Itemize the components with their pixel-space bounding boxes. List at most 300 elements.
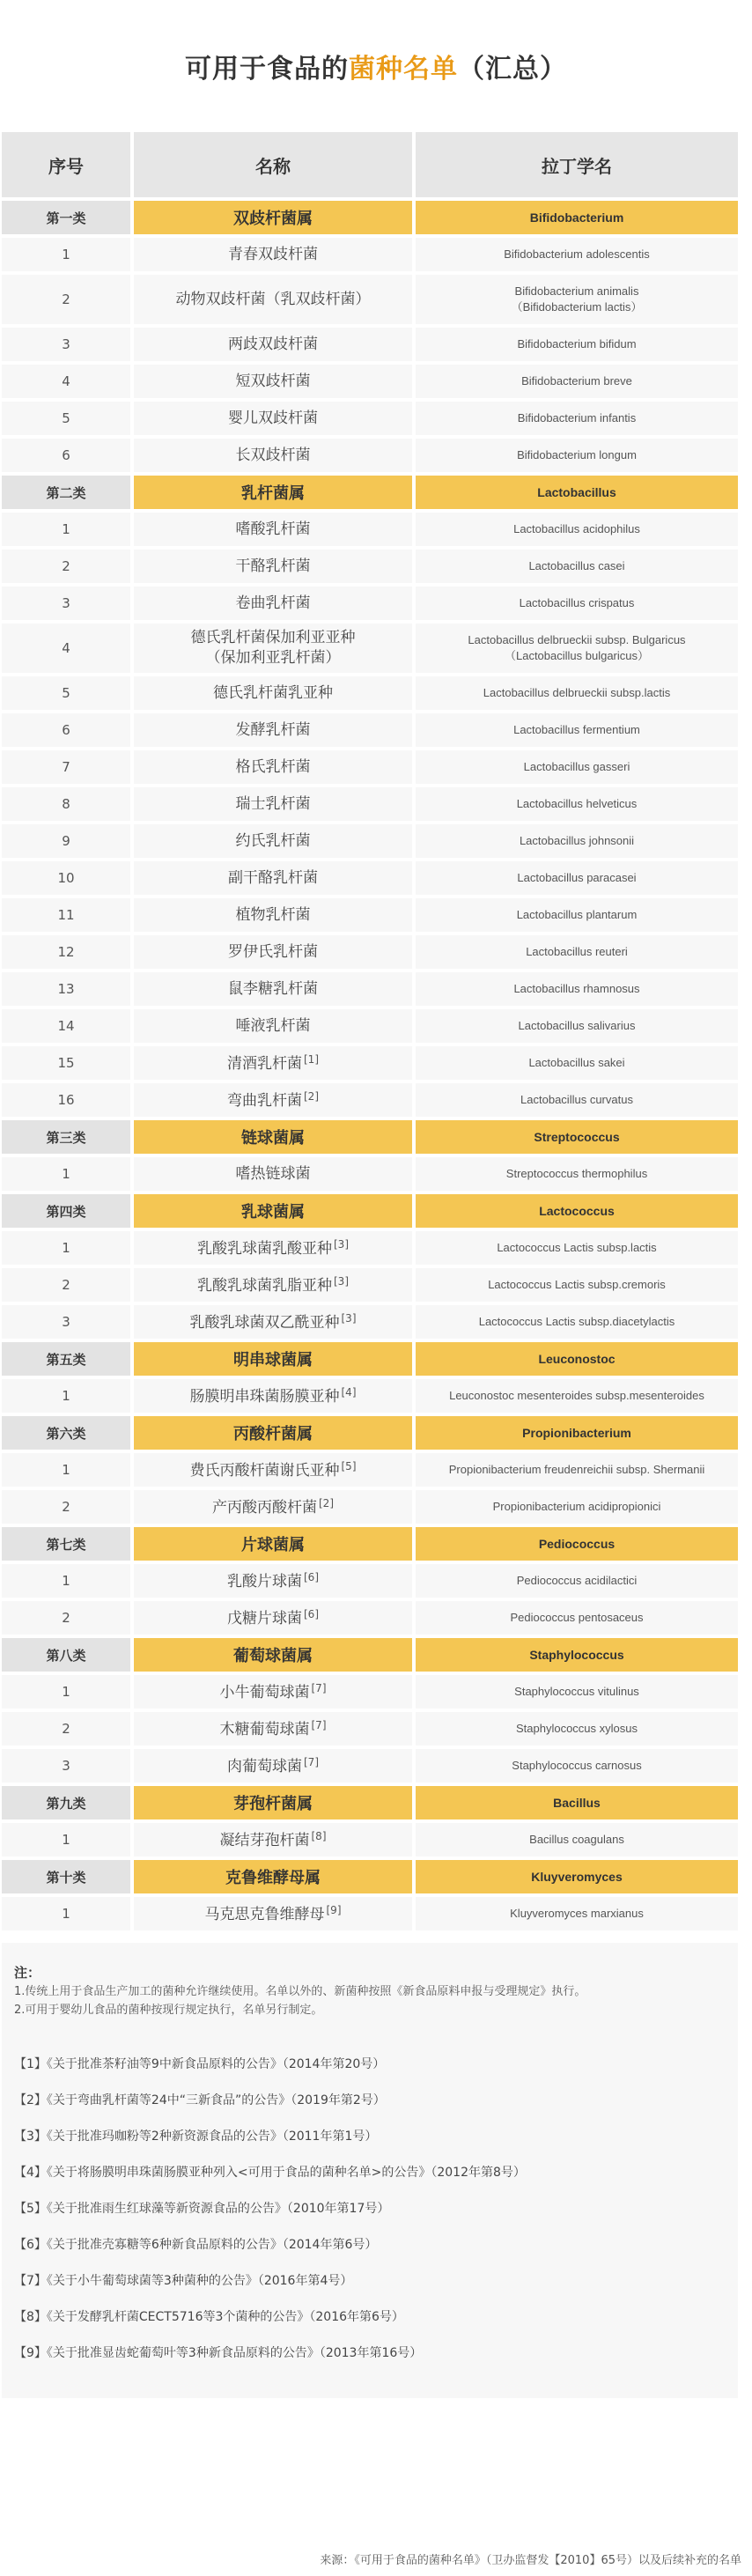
strain-latin (414, 1599, 738, 1636)
strain-latin (414, 437, 738, 474)
strain-name-text: 乳酸乳球菌双乙酰亚种 (189, 1313, 340, 1332)
row-number-text: 1 (62, 1240, 70, 1256)
strain-latin-text: Lactococcus Lactis subsp.cremoris (488, 1278, 666, 1292)
table-row (2, 1155, 738, 1192)
strain-name-text: 肠膜明串珠菌肠膜亚种 (189, 1387, 340, 1406)
table-row (2, 437, 738, 474)
strain-name-text: 约氏乳杆菌 (235, 831, 311, 850)
row-number-text: 2 (62, 1499, 70, 1515)
row-number-text: 8 (62, 796, 70, 812)
strain-name-text: 发酵乳杆菌 (235, 720, 311, 739)
reference-marker: [7] (311, 1718, 327, 1731)
strain-latin (414, 934, 738, 971)
strain-name (132, 273, 414, 326)
row-number (2, 897, 132, 934)
row-number (2, 749, 132, 786)
strain-name (132, 622, 414, 675)
genus-latin-text: Pediococcus (538, 1537, 616, 1551)
strain-name-text: 费氏丙酸杆菌谢氏亚种 (189, 1461, 340, 1480)
strain-latin (414, 1008, 738, 1044)
genus-name-text: 片球菌属 (241, 1536, 305, 1554)
row-number-text: 2 (62, 1277, 70, 1293)
strain-latin-text: Staphylococcus carnosus (512, 1759, 642, 1773)
genus-latin (414, 1858, 738, 1895)
strain-name-text: 德氏乳杆菌乳亚种 (213, 683, 333, 702)
reference-item: 【8】《关于发酵乳杆菌CECT5716等3个菌种的公告》（2016年第6号） (14, 2309, 404, 2324)
table-row (2, 934, 738, 971)
note-line: 2.可用于婴幼儿食品的菌种按现行规定执行，名单另行制定。 (14, 2003, 323, 2017)
genus-name-text: 葡萄球菌属 (233, 1647, 313, 1665)
strain-latin (414, 971, 738, 1008)
genus-label (2, 1192, 132, 1229)
row-number (2, 1008, 132, 1044)
strain-latin (414, 548, 738, 585)
genus-latin (414, 1340, 738, 1377)
strain-name (132, 1747, 414, 1784)
row-number (2, 236, 132, 273)
genus-latin (414, 1192, 738, 1229)
reference-marker: [7] (311, 1681, 327, 1694)
row-number-text: 7 (62, 759, 70, 775)
row-number (2, 326, 132, 363)
row-number-text: 12 (57, 944, 75, 960)
reference-marker: [3] (334, 1237, 349, 1251)
genus-label-text: 第八类 (46, 1647, 86, 1664)
genus-row (2, 1192, 738, 1229)
strain-name (132, 1377, 414, 1414)
reference-item: 【9】《关于批准显齿蛇葡萄叶等3种新食品原料的公告》（2013年第16号） (14, 2345, 423, 2360)
strain-latin-text: Lactobacillus curvatus (520, 1093, 633, 1107)
title-suffix: （汇总） (458, 54, 567, 85)
row-number (2, 1303, 132, 1340)
genus-row (2, 1525, 738, 1562)
row-number-text: 1 (62, 1573, 70, 1589)
row-number-text: 6 (62, 447, 70, 463)
strain-latin-text: Bifidobacterium animalis （Bifidobacterium lactis） (511, 284, 643, 314)
strain-latin (414, 712, 738, 749)
genus-name-text: 丙酸杆菌属 (233, 1425, 313, 1443)
strain-latin (414, 1081, 738, 1118)
row-number-text: 1 (62, 1166, 70, 1182)
strain-latin (414, 1895, 738, 1932)
row-number-text: 4 (62, 640, 70, 656)
row-number-text: 3 (62, 336, 70, 352)
reference-item: 【7】《关于小牛葡萄球菌等3种菌种的公告》（2016年第4号） (14, 2273, 353, 2288)
strain-name-text: 副干酪乳杆菌 (228, 868, 318, 887)
strain-name (132, 1044, 414, 1081)
genus-latin-text: Leuconostoc (538, 1352, 616, 1366)
strain-name-text: 瑞士乳杆菌 (235, 794, 311, 813)
row-number-text: 1 (62, 1388, 70, 1404)
row-number (2, 860, 132, 897)
row-number-text: 1 (62, 1684, 70, 1700)
row-number (2, 1747, 132, 1784)
table-row (2, 1266, 738, 1303)
genus-label (2, 474, 132, 511)
strain-latin (414, 1044, 738, 1081)
reference-marker: [2] (304, 1089, 319, 1103)
genus-name (132, 1858, 414, 1895)
genus-latin-text: Lactobacillus (537, 485, 616, 499)
genus-name (132, 1340, 414, 1377)
table-row (2, 1303, 738, 1340)
strain-latin-text: Bacillus coagulans (529, 1833, 624, 1847)
genus-latin-text: Propionibacterium (522, 1426, 631, 1440)
strain-name (132, 934, 414, 971)
genus-name (132, 1525, 414, 1562)
strain-name (132, 326, 414, 363)
strain-name-text: 长双歧杆菌 (235, 446, 311, 464)
genus-label (2, 1858, 132, 1895)
strain-name-text: 嗜热链球菌 (235, 1164, 311, 1183)
row-number-text: 1 (62, 247, 70, 262)
row-number-text: 15 (57, 1055, 75, 1071)
table-row (2, 1821, 738, 1858)
strain-latin-text: Lactobacillus salivarius (518, 1019, 636, 1033)
genus-name-text: 链球菌属 (241, 1129, 305, 1148)
table-row (2, 1710, 738, 1747)
strain-latin-text: Kluyveromyces marxianus (510, 1907, 644, 1921)
genus-label-text: 第九类 (46, 1795, 86, 1812)
genus-label-text: 第二类 (46, 484, 86, 501)
strain-latin-text: Lactobacillus plantarum (516, 908, 638, 922)
strain-name (132, 1008, 414, 1044)
table-header-row (2, 132, 738, 199)
row-number-text: 1 (62, 1462, 70, 1478)
strain-latin (414, 1377, 738, 1414)
genus-latin (414, 1784, 738, 1821)
row-number (2, 1562, 132, 1599)
strain-latin-text: Lactobacillus rhamnosus (513, 982, 640, 996)
strain-latin-text: Lactobacillus delbrueckii subsp. Bulgaricus （Lactobacillus bulgaricus） (468, 633, 686, 662)
reference-marker: [3] (341, 1311, 357, 1325)
row-number (2, 1451, 132, 1488)
strain-name-text: 两歧双歧杆菌 (228, 335, 318, 353)
strain-name-text: 德氏乳杆菌保加利亚亚种 （保加利亚乳杆菌） (190, 629, 356, 667)
row-number (2, 1044, 132, 1081)
row-number (2, 1821, 132, 1858)
strain-name-text: 短双歧杆菌 (235, 372, 311, 390)
row-number-text: 3 (62, 1758, 70, 1774)
table-row (2, 236, 738, 273)
genus-latin-text: Bifidobacterium (529, 210, 624, 225)
table-row (2, 511, 738, 548)
row-number-text: 2 (62, 292, 70, 307)
reference-marker: [7] (304, 1755, 319, 1768)
strain-name (132, 675, 414, 712)
row-number (2, 971, 132, 1008)
genus-row (2, 1118, 738, 1155)
strain-latin-text: Staphylococcus vitulinus (514, 1685, 639, 1699)
strain-name-text: 乳酸片球菌 (227, 1572, 302, 1591)
strain-name-text: 婴儿双歧杆菌 (228, 409, 318, 427)
strain-latin (414, 823, 738, 860)
strain-table (2, 132, 738, 1934)
table-row (2, 1895, 738, 1932)
genus-row (2, 1636, 738, 1673)
row-number-text: 1 (62, 521, 70, 537)
strain-name (132, 1673, 414, 1710)
genus-row (2, 1414, 738, 1451)
row-number-text: 13 (57, 981, 75, 997)
row-number (2, 1710, 132, 1747)
genus-label (2, 1784, 132, 1821)
genus-name (132, 1414, 414, 1451)
strain-latin (414, 1451, 738, 1488)
strain-name (132, 585, 414, 622)
strain-latin (414, 273, 738, 326)
strain-name-text: 干酪乳杆菌 (235, 557, 311, 575)
strain-latin (414, 1821, 738, 1858)
table-row (2, 326, 738, 363)
strain-latin (414, 400, 738, 437)
table-row (2, 400, 738, 437)
reference-marker: [6] (304, 1570, 319, 1583)
strain-latin-text: Lactobacillus casei (528, 559, 625, 573)
strain-latin-text: Bifidobacterium infantis (517, 411, 637, 425)
genus-label-text: 第四类 (46, 1203, 86, 1220)
strain-latin-text: Lactobacillus sakei (528, 1056, 625, 1070)
strain-name-text: 动物双歧杆菌（乳双歧杆菌） (175, 290, 371, 308)
genus-name-text: 双歧杆菌属 (233, 210, 313, 228)
genus-latin-text: Lactococcus (539, 1204, 615, 1218)
genus-latin (414, 1414, 738, 1451)
source-note: 来源：《可用于食品的菌种名单》（卫办监督发【2010】65号）以及后续补充的名单 (320, 2554, 741, 2567)
genus-name-text: 明串球菌属 (233, 1351, 313, 1369)
table-row (2, 548, 738, 585)
strain-name-text: 小牛葡萄球菌 (219, 1683, 310, 1701)
genus-name (132, 1636, 414, 1673)
strain-latin-text: Lactobacillus helveticus (516, 797, 638, 811)
strain-name (132, 971, 414, 1008)
table-row (2, 1044, 738, 1081)
genus-name-text: 克鲁维酵母属 (225, 1869, 321, 1887)
strain-name (132, 548, 414, 585)
strain-latin-text: Lactobacillus reuteri (526, 945, 628, 959)
table-row (2, 823, 738, 860)
genus-latin-text: Streptococcus (534, 1130, 620, 1144)
genus-latin-text: Staphylococcus (529, 1648, 624, 1662)
strain-latin (414, 1266, 738, 1303)
strain-latin-text: Bifidobacterium bifidum (517, 337, 637, 351)
genus-label (2, 1636, 132, 1673)
reference-item: 【5】《关于批准雨生红球藻等新资源食品的公告》（2010年第17号） (14, 2201, 390, 2216)
strain-latin (414, 511, 738, 548)
genus-label-text: 第七类 (46, 1536, 86, 1553)
strain-latin (414, 749, 738, 786)
row-number-text: 14 (57, 1018, 75, 1034)
reference-item: 【2】《关于弯曲乳杆菌等24中“三新食品”的公告》（2019年第2号） (14, 2093, 386, 2107)
row-number (2, 1673, 132, 1710)
strain-latin (414, 675, 738, 712)
row-number (2, 823, 132, 860)
strain-latin-text: Propionibacterium acidipropionici (492, 1500, 661, 1514)
table-row (2, 622, 738, 675)
strain-latin (414, 1673, 738, 1710)
strain-latin (414, 236, 738, 273)
table-row (2, 1081, 738, 1118)
reference-marker: [8] (311, 1829, 327, 1842)
table-row (2, 749, 738, 786)
genus-label (2, 1340, 132, 1377)
strain-name (132, 511, 414, 548)
row-number (2, 511, 132, 548)
row-number-text: 2 (62, 558, 70, 574)
genus-row (2, 1784, 738, 1821)
strain-name (132, 1266, 414, 1303)
row-number (2, 437, 132, 474)
strain-latin (414, 363, 738, 400)
row-number (2, 786, 132, 823)
strain-name (132, 1895, 414, 1932)
row-number (2, 1229, 132, 1266)
genus-name-text: 芽孢杆菌属 (233, 1795, 313, 1813)
table-row (2, 273, 738, 326)
strain-latin (414, 897, 738, 934)
genus-latin (414, 474, 738, 511)
strain-latin (414, 1488, 738, 1525)
strain-name-text: 戊糖片球菌 (227, 1609, 302, 1628)
strain-name (132, 712, 414, 749)
strain-latin-text: Bifidobacterium longum (517, 448, 637, 462)
reference-marker: [6] (304, 1607, 319, 1620)
strain-name-text: 青春双歧杆菌 (228, 245, 318, 263)
strain-latin-text: Lactococcus Lactis subsp.lactis (497, 1241, 657, 1255)
reference-item: 【6】《关于批准壳寡糖等6种新食品原料的公告》（2014年第6号） (14, 2237, 378, 2252)
strain-latin-text: Leuconostoc mesenteroides subsp.mesenteroides (449, 1389, 704, 1403)
strain-latin-text: Lactobacillus johnsonii (519, 834, 635, 848)
strain-latin (414, 1710, 738, 1747)
genus-name (132, 1192, 414, 1229)
row-number (2, 1599, 132, 1636)
table-row (2, 1488, 738, 1525)
genus-label-text: 第三类 (46, 1129, 86, 1146)
row-number-text: 11 (57, 907, 75, 923)
genus-label (2, 1414, 132, 1451)
header-latin: 拉丁学名 (414, 132, 738, 199)
header-num: 序号 (2, 132, 132, 199)
genus-label-text: 第五类 (46, 1351, 86, 1368)
table-row (2, 1377, 738, 1414)
genus-name (132, 1784, 414, 1821)
strain-name-text: 卷曲乳杆菌 (235, 594, 311, 612)
strain-latin (414, 1303, 738, 1340)
strain-latin-text: Lactobacillus gasseri (523, 760, 630, 774)
row-number-text: 2 (62, 1721, 70, 1737)
strain-latin-text: Pediococcus pentosaceus (510, 1611, 644, 1625)
strain-latin-text: Streptococcus thermophilus (505, 1167, 648, 1181)
strain-latin-text: Bifidobacterium adolescentis (504, 247, 650, 262)
row-number-text: 5 (62, 410, 70, 426)
strain-name (132, 1155, 414, 1192)
genus-latin (414, 1118, 738, 1155)
row-number (2, 712, 132, 749)
strain-name (132, 823, 414, 860)
row-number-text: 4 (62, 373, 70, 389)
reference-marker: [2] (319, 1496, 334, 1509)
strain-name-text: 弯曲乳杆菌 (227, 1091, 302, 1110)
table-row (2, 1562, 738, 1599)
strain-name (132, 1488, 414, 1525)
strain-name-text: 鼠李糖乳杆菌 (228, 979, 318, 998)
strain-name (132, 1229, 414, 1266)
row-number (2, 363, 132, 400)
genus-row (2, 1858, 738, 1895)
genus-latin (414, 199, 738, 236)
strain-name (132, 860, 414, 897)
row-number-text: 10 (57, 870, 75, 886)
row-number (2, 585, 132, 622)
references-section (2, 2036, 738, 2398)
strain-name (132, 1451, 414, 1488)
genus-name-text: 乳杆菌属 (241, 484, 305, 503)
row-number (2, 548, 132, 585)
genus-label-text: 第一类 (46, 210, 86, 226)
strain-name (132, 1710, 414, 1747)
row-number (2, 675, 132, 712)
notes-heading: 注： (14, 1965, 41, 1981)
genus-latin (414, 1636, 738, 1673)
strain-name (132, 749, 414, 786)
strain-name (132, 363, 414, 400)
genus-row (2, 474, 738, 511)
row-number (2, 1155, 132, 1192)
row-number-text: 16 (57, 1092, 75, 1108)
strain-latin (414, 585, 738, 622)
row-number (2, 1081, 132, 1118)
row-number (2, 1266, 132, 1303)
strain-latin-text: Propionibacterium freudenreichii subsp. Shermanii (448, 1463, 705, 1477)
strain-name-text: 清酒乳杆菌 (227, 1054, 302, 1073)
genus-name (132, 199, 414, 236)
strain-latin-text: Lactobacillus fermentium (513, 723, 640, 737)
row-number-text: 5 (62, 685, 70, 701)
table-row (2, 1673, 738, 1710)
notes-section (2, 1943, 738, 2036)
strain-name-text: 格氏乳杆菌 (235, 757, 311, 776)
strain-name-text: 罗伊氏乳杆菌 (228, 942, 318, 961)
table-row (2, 675, 738, 712)
strain-latin (414, 860, 738, 897)
strain-name (132, 1081, 414, 1118)
reference-item: 【1】《关于批准茶籽油等9中新食品原料的公告》（2014年第20号） (14, 2056, 386, 2071)
reference-marker: [4] (341, 1385, 357, 1399)
table-row (2, 712, 738, 749)
genus-latin-text: Bacillus (553, 1796, 601, 1810)
genus-latin-text: Kluyveromyces (531, 1870, 623, 1884)
table-row (2, 1747, 738, 1784)
strain-name-text: 木糖葡萄球菌 (219, 1720, 310, 1738)
strain-latin (414, 1155, 738, 1192)
strain-latin (414, 1747, 738, 1784)
strain-latin (414, 326, 738, 363)
genus-label (2, 1118, 132, 1155)
row-number (2, 1377, 132, 1414)
page-title (0, 0, 752, 132)
header-name: 名称 (132, 132, 414, 199)
strain-name (132, 437, 414, 474)
reference-marker: [5] (341, 1459, 357, 1473)
row-number-text: 2 (62, 1610, 70, 1626)
strain-name (132, 400, 414, 437)
strain-name-text: 植物乳杆菌 (235, 905, 311, 924)
strain-name (132, 897, 414, 934)
table-row (2, 860, 738, 897)
row-number (2, 934, 132, 971)
table-row (2, 786, 738, 823)
strain-name-text: 产丙酸丙酸杆菌 (212, 1498, 317, 1517)
strain-latin-text: Lactococcus Lactis subsp.diacetylactis (478, 1315, 675, 1329)
